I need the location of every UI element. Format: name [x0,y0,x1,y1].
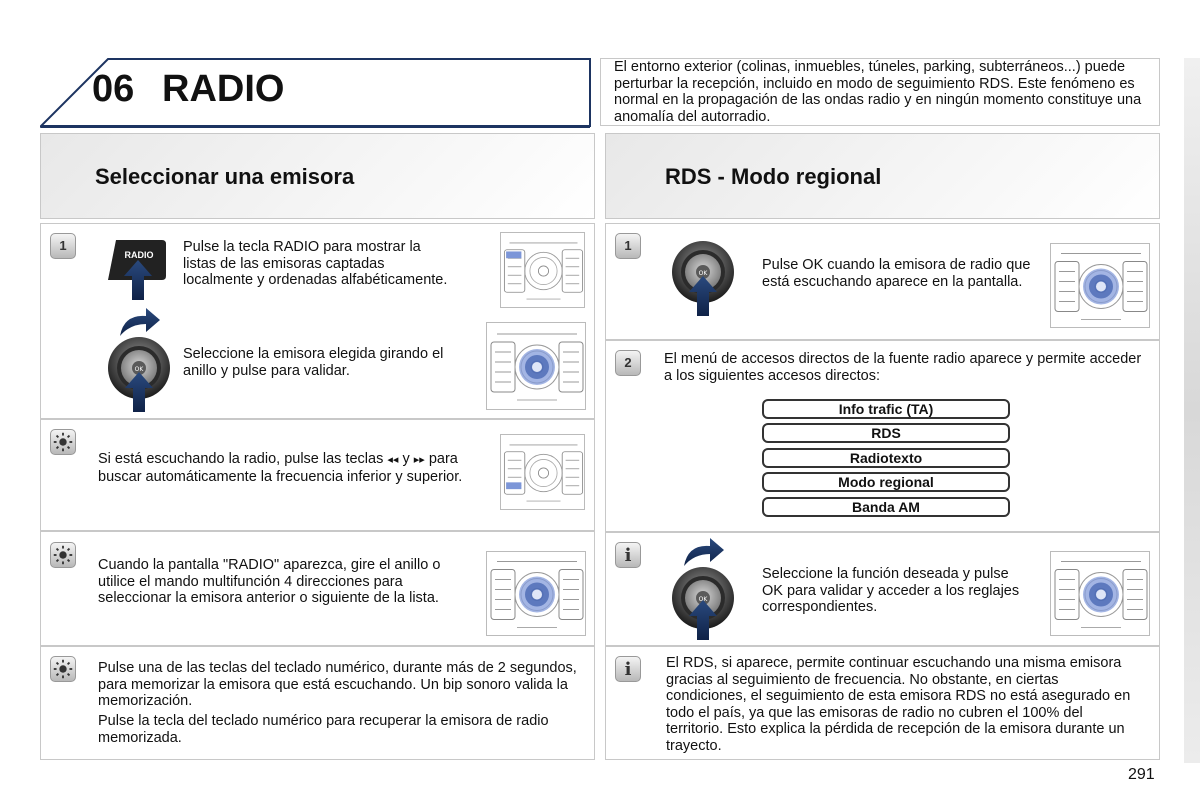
console-thumbnail-ok [1050,243,1150,328]
page-edge-strip [1184,58,1200,763]
left-tip1-conj: y [402,451,410,467]
menu-item-modo-regional[interactable]: Modo regional [762,472,1010,492]
rotary-knob-icon [671,566,735,642]
left-section-title: Seleccionar una emisora [95,164,355,189]
right-step1-badge: 1 [615,233,641,259]
info-icon: i [615,656,641,682]
tip-sun-icon [50,656,76,682]
right-info1-text: Seleccione la función deseada y pulse OK para validar y acceder a los reglajes correspondientes. [762,566,1020,615]
right-step1-text: Pulse OK cuando la emisora de radio que está escuchando aparece en la pantalla. [762,257,1031,290]
left-step1-text-a: Pulse la tecla RADIO para mostrar la listas de las emisoras captadas localmente y ordenadas alfabéticamente. [183,239,448,288]
console-thumbnail-validate [1050,551,1150,636]
left-tip1-text-post: para buscar automáticamente la frecuencia inferior y superior. [98,451,463,485]
chapter-title: RADIO [162,68,285,110]
left-tip3-text-b: Pulse la tecla del teclado numérico para recuperar la emisora de radio memorizada. [98,713,549,746]
menu-item-banda-am[interactable]: Banda AM [762,497,1010,517]
left-step1-badge: 1 [50,233,76,259]
rotary-knob-icon [671,240,735,320]
tip-sun-icon [50,542,76,568]
right-info2-text: El RDS, si aparece, permite continuar escuchando una misma emisora gracias al seguimiento de frecuencia. No obstante, en ciertas condiciones, el seguimiento de esta emisora RDS no está asegurado en todo el país, ya que las emisoras de radio no cubren el 100% del territorio. Esto explica la pérdida de recepción de la emisora durante un trayecto. [666,655,1131,754]
radio-key-icon [106,236,168,304]
chapter-number: 06 [92,68,135,110]
radio-key-label: RADIO [124,250,154,260]
left-section-title-panel [40,133,595,219]
info-icon: i [615,542,641,568]
menu-item-info-trafic[interactable]: Info trafic (TA) [762,399,1010,419]
console-thumbnail-multifunction [486,551,586,636]
tip-sun-icon [50,429,76,455]
left-tip1-text [98,451,468,485]
console-thumbnail-seek [500,434,585,510]
right-section-title: RDS - Modo regional [665,164,882,189]
seek-prev-icon: ◂◂ [387,454,399,466]
page-number: 291 [1128,766,1155,783]
console-thumbnail-radio-key [500,232,585,308]
turn-arrow-icon [680,536,726,570]
menu-item-radiotexto[interactable]: Radiotexto [762,448,1010,468]
intro-note-text: El entorno exterior (colinas, inmuebles, túneles, parking, subterráneos...) puede perturbar la recepción, incluido en modo de seguimiento RDS. Este fenómeno es normal en la propagación de las ondas radio y en ningún momento constituye una anomalía del autorradio. [614,59,1142,125]
left-tip3-text-a: Pulse una de las teclas del teclado numérico, durante más de 2 segundos, para memorizar la emisora que está escuchando. Un bip sonoro valida la memorización. [98,660,577,709]
seek-next-icon: ▸▸ [413,454,425,466]
menu-item-rds[interactable]: RDS [762,423,1010,443]
left-step1-text-b: Seleccione la emisora elegida girando el anillo y pulse para validar. [183,346,444,379]
right-section-title-panel [605,133,1160,219]
left-tip1-text-pre: Si está escuchando la radio, pulse las teclas [98,451,384,467]
right-step2-text: El menú de accesos directos de la fuente radio aparece y permite acceder a los siguientes accesos directos: [664,351,1142,384]
left-tip2-text: Cuando la pantalla "RADIO" aparezca, gire el anillo o utilice el mando multifunción 4 direcciones para seleccionar la emisora anterior o siguiente de la lista. [98,557,441,606]
intro-note-panel [600,58,1160,126]
turn-arrow-icon [116,306,162,340]
right-step2-badge: 2 [615,350,641,376]
rotary-knob-icon [107,336,171,416]
console-thumbnail-knob [486,322,586,410]
chapter-header [40,58,592,128]
